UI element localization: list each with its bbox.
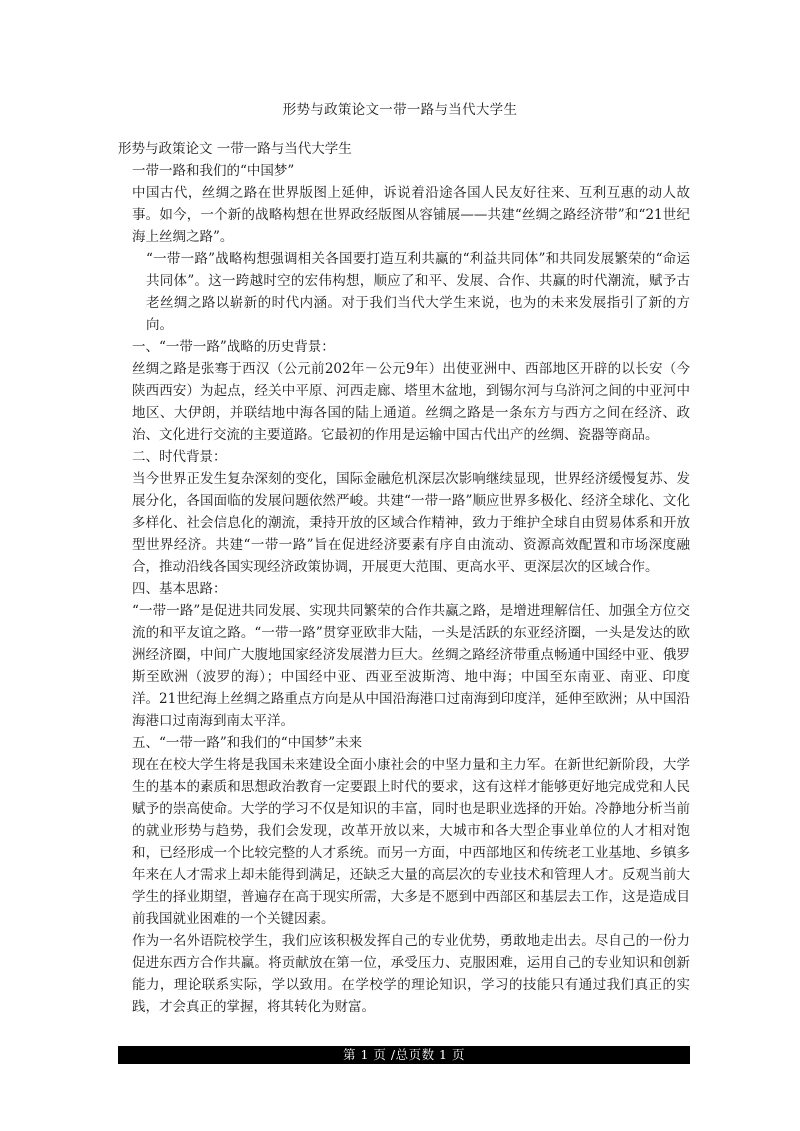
- section-heading-intro: 一带一路和我们的“中国梦”: [132, 163, 295, 179]
- page-header-title: 形势与政策论文一带一路与当代大学生: [282, 102, 518, 118]
- section-heading-approach: 四、基本思路：: [132, 581, 227, 597]
- section-heading-history: 一、“一带一路”战略的历史背景：: [132, 339, 335, 355]
- paragraph-approach: “一带一路”是促进共同发展、实现共同繁荣的合作共赢之路，是增进理解信任、加强全方位交流的和平友谊之路。“一带一路”贯穿亚欧非大陆，一头是活跃的东亚经济圈，一头是发达的欧洲经济圈，中间广大腹地国家经济发展潜力巨大。丝绸之路经济带重点畅通中国经中亚、俄罗斯至欧洲（波罗的海）；中国经中亚、西亚至波斯湾、地中海；中国至东南亚、南亚、印度洋。21世纪海上丝绸之路重点方向是从中国沿海港口过南海到印度洋，延伸至欧洲；从中国沿海港口过南海到南太平洋。: [132, 603, 690, 729]
- article-title: 形势与政策论文 一带一路与当代大学生: [118, 141, 352, 157]
- paragraph-intro: 中国古代，丝绸之路在世界版图上延伸，诉说着沿途各国人民友好往来、互利互惠的动人故事。如今，一个新的战略构想在世界政经版图从容铺展——共建“丝绸之路经济带”和“21世纪海上丝绸之路”。: [132, 185, 690, 245]
- document-body: [118, 138, 690, 1018]
- paragraph-background: 当今世界正发生复杂深刻的变化，国际金融危机深层次影响继续显现，世界经济缓慢复苏、发展分化，各国面临的发展问题依然严峻。共建“一带一路”顺应世界多极化、经济全球化、文化多样化、社会信息化的潮流，秉持开放的区域合作精神，致力于维护全球自由贸易体系和开放型世界经济。共建“一带一路”旨在促进经济要素有序自由流动、资源高效配置和市场深度融合，推动沿线各国实现经济政策协调，开展更大范围、更高水平、更深层次的区域合作。: [132, 471, 690, 575]
- section-heading-future: 五、“一带一路”和我们的“中国梦”未来: [132, 735, 363, 751]
- paragraph-conclusion: 作为一名外语院校学生，我们应该积极发挥自己的专业优势，勇敢地走出去。尽自己的一份力促进东西方合作共赢。将贡献放在第一位，承受压力、克服困难，运用自己的专业知识和创新能力，理论联系实际，学以致用。在学校学的理论知识，学习的技能只有通过我们真正的实践，才会真正的掌握，将其转化为财富。: [132, 933, 690, 1015]
- paragraph-future: 现在在校大学生将是我国未来建设全面小康社会的中坚力量和主力军。在新世纪新阶段，大学生的基本的素质和思想政治教育一定要跟上时代的要求，这有这样才能够更好地完成党和人民赋予的崇高使命。大学的学习不仅是知识的丰富，同时也是职业选择的开始。冷静地分析当前的就业形势与趋势，我们会发现，改革开放以来，大城市和各大型企事业单位的人才相对饱和，已经形成一个比较完整的人才系统。而另一方面，中西部地区和传统老工业基地、乡镇多年来在人才需求上却未能得到满足，还缺乏大量的高层次的专业技术和管理人才。反观当前大学生的择业期望，普遍存在高于现实所需，大多是不愿到中西部区和基层去工作，这是造成目前我国就业困难的一个关键因素。: [132, 757, 690, 927]
- paragraph-concept: “一带一路”战略构想强调相关各国要打造互利共赢的“利益共同体”和共同发展繁荣的“命运共同体”。这一跨越时空的宏伟构想，顺应了和平、发展、合作、共赢的时代潮流，赋予古老丝绸之路以崭新的时代内涵。对于我们当代大学生来说，也为的未来发展指引了新的方向。: [146, 251, 690, 333]
- page-footer: 第 1 页 /总页数 1 页: [118, 1046, 690, 1064]
- paragraph-history: 丝绸之路是张骞于西汉（公元前202年－公元9年）出使亚洲中、西部地区开辟的以长安（今陕西西安）为起点，经关中平原、河西走廊、塔里木盆地，到锡尔河与乌浒河之间的中亚河中地区、大伊朗，并联结地中海各国的陆上通道。丝绸之路是一条东方与西方之间在经济、政治、文化进行交流的主要道路。它最初的作用是运输中国古代出产的丝绸、瓷器等商品。: [132, 361, 690, 443]
- section-heading-background: 二、时代背景：: [132, 449, 227, 465]
